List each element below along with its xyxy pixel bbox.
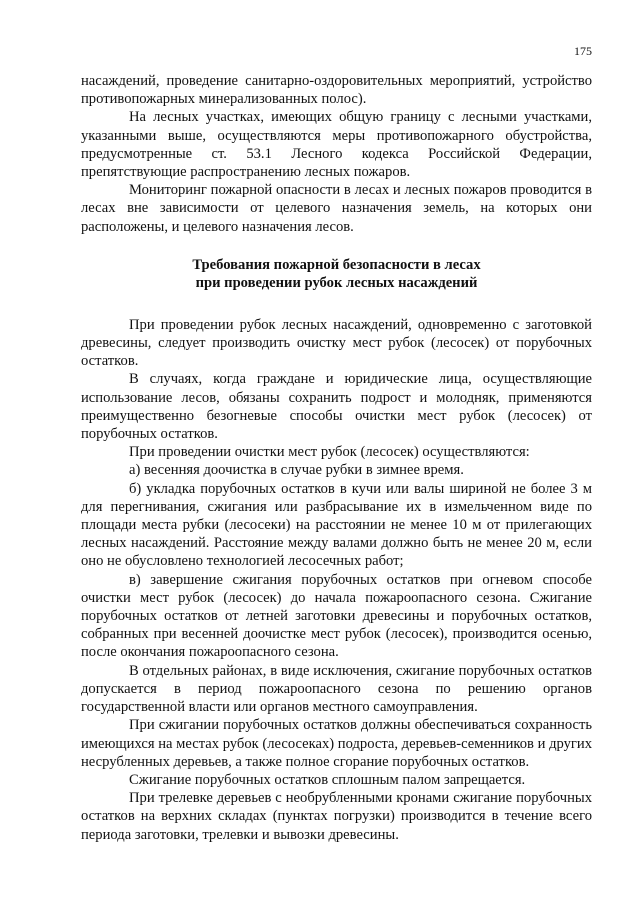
paragraph-cleanup-requirement: При проведении рубок лесных насаждений, одновременно с заготовкой древесины, следует производить очистку мест рубок (лесосек) от порубочных остатков.	[81, 316, 592, 370]
section-heading-line-1: Требования пожарной безопасности в лесах	[192, 256, 481, 273]
section-heading	[81, 256, 592, 293]
paragraph-cleanup-list-intro: При проведении очистки мест рубок (лесосек) осуществляются:	[129, 444, 530, 461]
list-item-b: б) укладка порубочных остатков в кучи или валы шириной не более 3 м для перегнивания, сжигания или разбрасывание их в измельченном виде по площади места рубки (лесосеки) на расстоянии не менее 10 м от прилегающих лесных насаждений. Расстояние между валами должно быть не менее 20 м, если оно не обусловлено технологией лесосечных работ;	[81, 480, 592, 570]
page-body	[81, 72, 592, 844]
paragraph-continuous-burning-ban: Сжигание порубочных остатков сплошным палом запрещается.	[129, 771, 526, 788]
paragraph-adjacent-plots: На лесных участках, имеющих общую границу с лесными участками, указанными выше, осуществляются меры противопожарного обустройства, предусмотренные ст. 53.1 Лесного кодекса Российской Федерации, препятствующие распространению лесных пожаров.	[81, 109, 592, 181]
paragraph-skidding: При трелевке деревьев с необрубленными кронами сжигание порубочных остатков на верхних складах (пунктах погрузки) производится в течение всего периода заготовки, трелевки и вывозки древесины.	[81, 790, 592, 843]
section-heading-line-2: при проведении рубок лесных насаждений	[195, 275, 478, 292]
paragraph-preservation: При сжигании порубочных остатков должны обеспечиваться сохранность имеющихся на местах рубок (лесосеках) подроста, деревьев-семенников и других несрубленных деревьев, а также полное сгорание порубочных остатков.	[81, 717, 592, 770]
list-item-v: в) завершение сжигания порубочных остатков при огневом способе очистки мест рубок (лесосек) до начала пожароопасного сезона. Сжигание порубочных остатков от летней заготовки древесины и порубочных остатков, собранных при весенней доочистке мест рубок (лесосек), производится осенью, после окончания пожароопасного сезона.	[81, 571, 592, 661]
paragraph-exceptions: В отдельных районах, в виде исключения, сжигание порубочных остатков допускается в период пожароопасного сезона по решению органов государственной власти или органов местного самоуправления.	[81, 662, 592, 716]
page-number: 175	[574, 44, 592, 58]
paragraph-continuation: насаждений, проведение санитарно-оздоровительных мероприятий, устройство противопожарных минерализованных полос).	[81, 73, 592, 108]
paragraph-non-fire-methods: В случаях, когда граждане и юридические лица, осуществляющие использование лесов, обязаны сохранить подрост и молодняк, применяются преимущественно безогневые способы очистки мест рубок (лесосек) от порубочных остатков.	[81, 371, 592, 443]
list-item-a: а) весенняя доочистка в случае рубки в зимнее время.	[129, 462, 464, 479]
paragraph-monitoring: Мониторинг пожарной опасности в лесах и лесных пожаров проводится в лесах вне зависимости от целевого назначения земель, на которых они расположены, и целевого назначения лесов.	[81, 182, 592, 235]
